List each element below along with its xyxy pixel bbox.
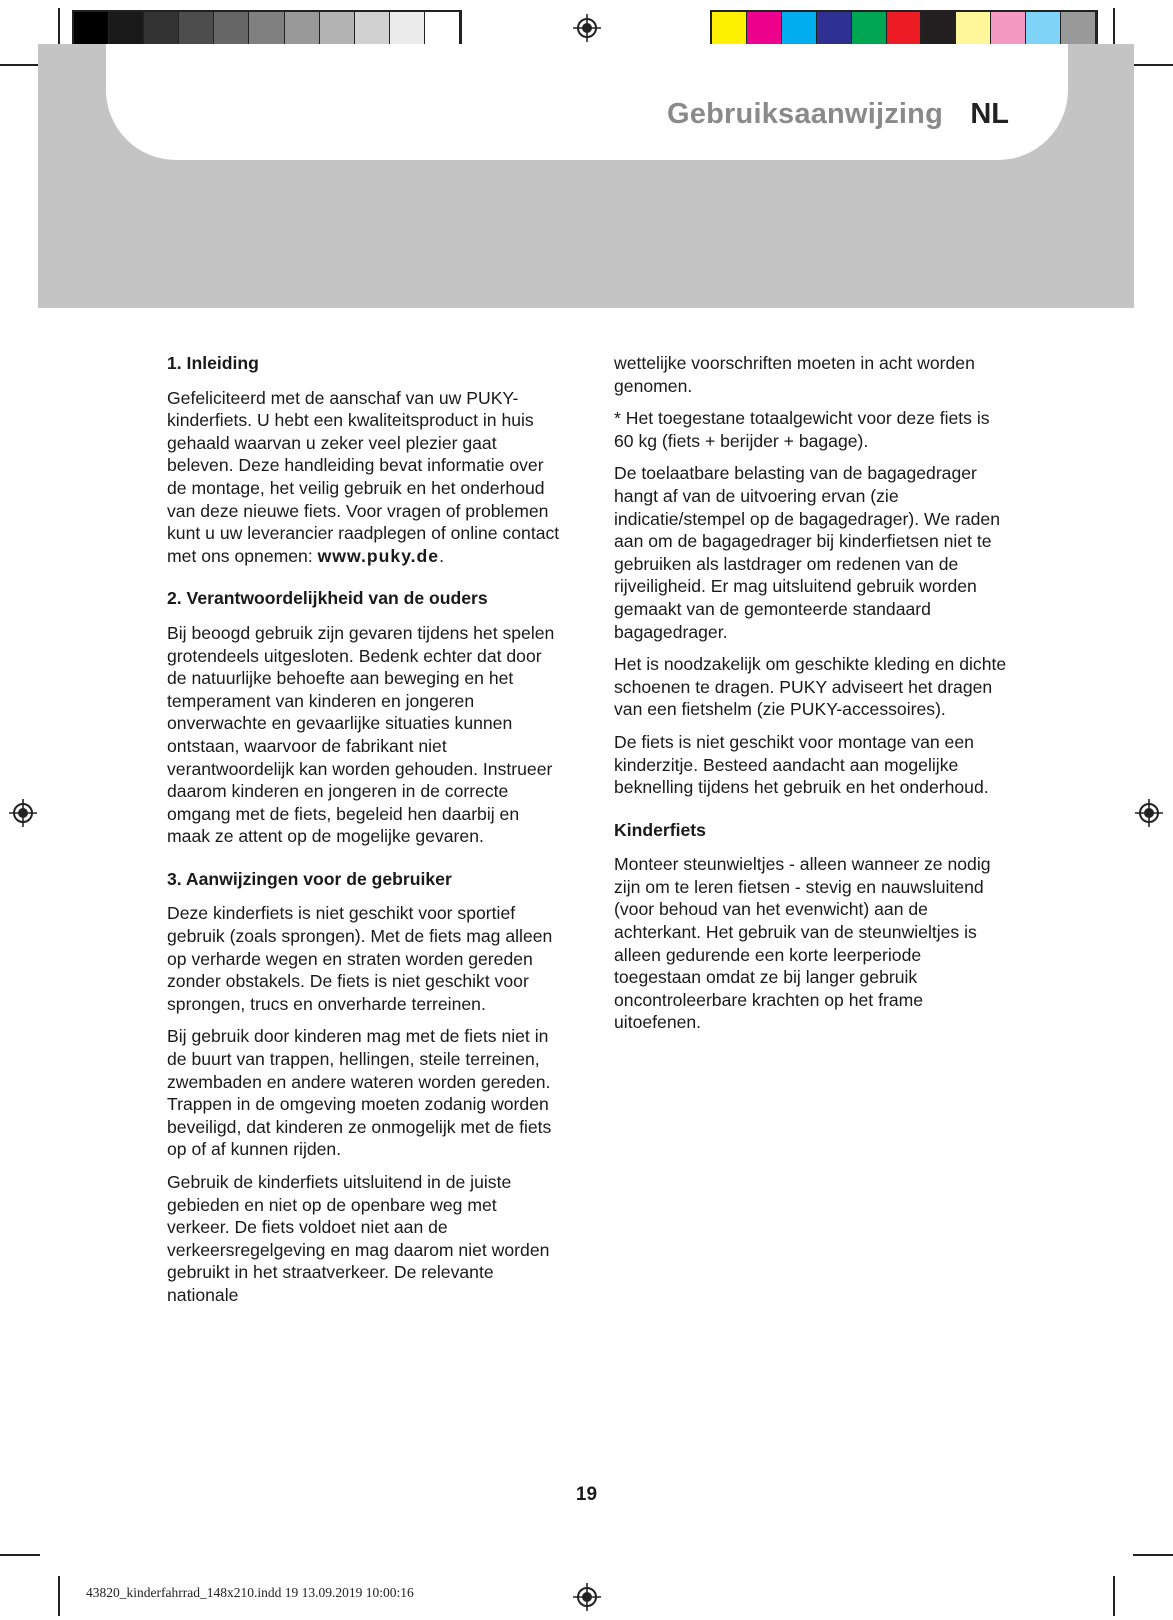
file-info-slug: 43820_kinderfahrrad_148x210.indd 19 13.09.2019 10:00:16 <box>86 1585 414 1600</box>
paragraph: * Het toegestane totaalgewicht voor deze fiets is 60 kg (fiets + berijder + bagage). <box>614 408 990 451</box>
registration-mark-icon <box>9 799 37 827</box>
crop-mark <box>1113 1576 1115 1616</box>
paragraph: De fiets is niet geschikt voor montage van een kinderzitje. Besteed aandacht aan mogelijke beknelling tijdens het gebruik en het onderhoud. <box>614 731 989 798</box>
color-swatch <box>1026 12 1061 44</box>
color-swatch <box>782 12 817 44</box>
punctuation: . <box>439 545 444 566</box>
crop-mark <box>58 1576 60 1616</box>
color-swatch <box>887 12 922 44</box>
color-swatch <box>355 12 390 44</box>
crop-mark <box>1133 64 1173 66</box>
language-code: NL <box>970 98 1009 130</box>
left-column <box>167 352 562 1317</box>
paragraph: Monteer steunwieltjes - alleen wanneer ze nodig zijn om te leren fietsen - stevig en nauwsluitend (voor behoud van het evenwicht) aan de achterkant. Het gebruik van de steunwieltjes is alleen gedurende een korte leerperiode toegestaan omdat ze bij langer gebruik oncontroleerbare krachten op het frame uitoefenen. <box>614 854 991 1033</box>
paragraph: Het is noodzakelijk om geschikte kleding en dichte schoenen te dragen. PUKY adviseert het dragen van een fietshelm (zie PUKY-accessoires). <box>614 654 1007 720</box>
color-swatch <box>1061 12 1096 44</box>
color-swatch <box>214 12 249 44</box>
color-swatch <box>921 12 956 44</box>
crop-mark <box>58 8 60 46</box>
color-swatch <box>852 12 887 44</box>
registration-mark-icon <box>573 14 601 42</box>
process-color-bar <box>710 10 1098 46</box>
paragraph <box>167 387 562 568</box>
paragraph: De toelaatbare belasting van de bagagedrager hangt af van de uitvoering ervan (zie indicatie/stempel op de bagagedrager). We raden aan om de bagagedrager bij kinderfietsen niet te gebruiken als lastdrager om redenen van de rijveiligheid. Er mag uitsluitend gebruik worden gemaakt van de gemonteerde standaard bagagedrager. <box>614 463 1001 642</box>
paragraph: Bij gebruik door kinderen mag met de fiets niet in de buurt van trappen, hellingen, steile terreinen, zwembaden en andere wateren worden gereden. Trappen in de omgeving moeten zodanig worden beveiligd, dat kinderen ze onmogelijk met de fiets op of af kunnen rijden. <box>167 1026 552 1160</box>
color-swatch <box>425 12 460 44</box>
color-swatch <box>144 12 179 44</box>
crop-mark <box>1133 1554 1173 1556</box>
color-swatch <box>390 12 425 44</box>
paragraph: Bij beoogd gebruik zijn gevaren tijdens het spelen grotendeels uitgesloten. Bedenk echter dat door de natuurlijke behoefte aan beweging en het temperament van kinderen en jongeren onverwachte en gevaarlijke situaties kunnen ontstaan, waarvoor de fabrikant niet verantwoordelijk kan worden gehouden. Instrueer daarom kinderen en jongeren in de correcte omgang met de fiets, begeleid hen daarbij en maak ze attent op de mogelijke gevaren. <box>167 622 555 847</box>
color-swatch <box>956 12 991 44</box>
registration-mark-icon <box>573 1583 601 1611</box>
page-title: Gebruiksaanwijzing <box>667 98 943 130</box>
section-heading: 1. Inleiding <box>167 353 259 373</box>
crop-mark <box>0 64 40 66</box>
paragraph: Gebruik de kinderfiets uitsluitend in de juiste gebieden en niet op de openbare weg met verkeer. De fiets voldoet niet aan de verkeersregelgeving en mag daarom niet worden gebruikt in het straatverkeer. De relevante nationale <box>167 1172 550 1305</box>
website-link[interactable]: www.puky.de <box>317 545 440 566</box>
color-swatch <box>747 12 782 44</box>
color-swatch <box>74 12 109 44</box>
color-swatch <box>285 12 320 44</box>
color-swatch <box>249 12 284 44</box>
page-number: 19 <box>575 1484 598 1505</box>
section-heading: 2. Verantwoordelijkheid van de ouders <box>167 588 488 609</box>
color-swatch <box>817 12 852 44</box>
paragraph-text: Gefeliciteerd met de aanschaf van uw PUKY-kinderfiets. U hebt een kwaliteitsproduct in huis gehaald waarvan u zeker veel plezier gaat beleven. Deze handleiding bevat informatie over de montage, het veilig gebruik en het onderhoud van deze nieuwe fiets. Voor vragen of problemen kunt u uw leverancier raadplegen of online contact met ons opnemen: <box>167 387 560 566</box>
color-swatch <box>712 12 747 44</box>
paragraph: wettelijke voorschriften moeten in acht worden genomen. <box>614 353 975 396</box>
grayscale-color-bar <box>72 10 462 46</box>
right-column <box>614 352 1009 1044</box>
crop-mark <box>1113 8 1115 46</box>
paragraph: Deze kinderfiets is niet geschikt voor sportief gebruik (zoals sprongen). Met de fiets mag alleen op verharde wegen en straten worden gereden zonder obstakels. De fiets is niet geschikt voor sprongen, trucs en onverharde terreinen. <box>167 903 553 1014</box>
color-swatch <box>179 12 214 44</box>
color-swatch <box>320 12 355 44</box>
registration-mark-icon <box>1135 799 1163 827</box>
color-swatch <box>991 12 1026 44</box>
color-swatch <box>109 12 144 44</box>
subsection-heading: Kinderfiets <box>614 819 706 840</box>
crop-mark <box>0 1554 40 1556</box>
section-heading: 3. Aanwijzingen voor de gebruiker <box>167 868 452 889</box>
